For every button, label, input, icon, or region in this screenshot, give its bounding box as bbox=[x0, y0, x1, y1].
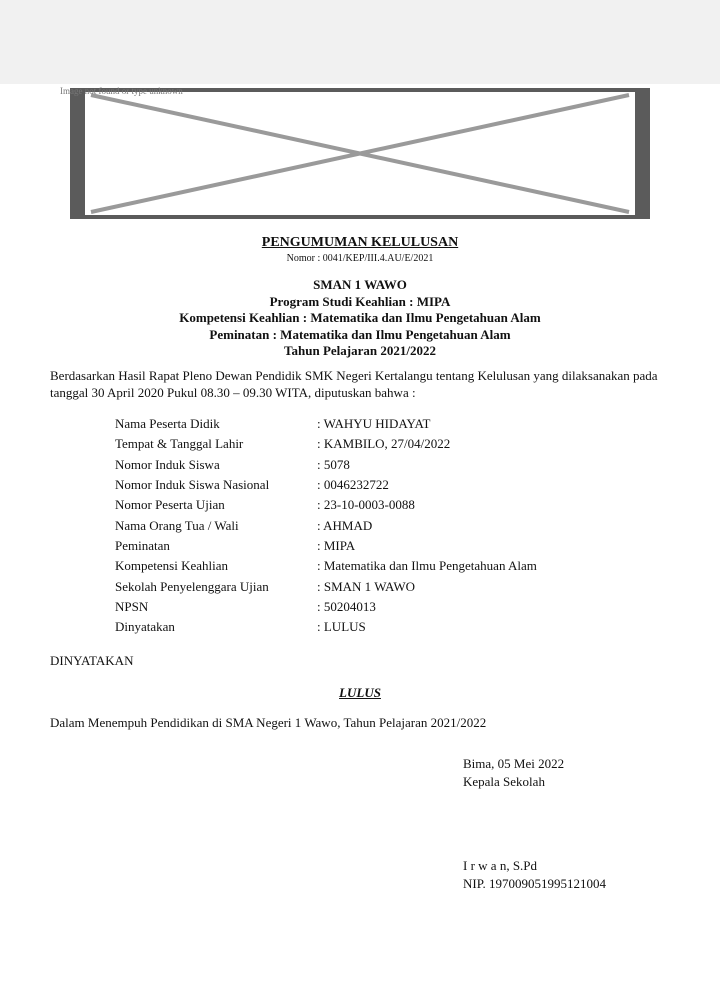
detail-value: : MIPA bbox=[317, 537, 356, 553]
detail-value: : KAMBILO, 27/04/2022 bbox=[317, 436, 451, 452]
detail-value: : SMAN 1 WAWO bbox=[317, 578, 416, 594]
detail-row bbox=[115, 495, 537, 515]
detail-label: Kompetensi Keahlian bbox=[115, 558, 228, 574]
detail-label: Tempat & Tanggal Lahir bbox=[115, 436, 244, 452]
detail-row bbox=[115, 536, 537, 556]
broken-image-cross-icon bbox=[85, 92, 635, 215]
signatory-nip: NIP. 197009051995121004 bbox=[463, 876, 607, 891]
dinyatakan-heading: DINYATAKAN bbox=[50, 653, 134, 668]
peminatan: Peminatan : Matematika dan Ilmu Pengetahuan Alam bbox=[209, 326, 511, 342]
intro-paragraph: Berdasarkan Hasil Rapat Pleno Dewan Pendidik SMK Negeri Kertalangu tentang Kelulusan yang dilaksanakan pada tanggal 30 April 2020 Pukul 08.30 – 09.30 WITA, diputuskan bahwa : bbox=[50, 368, 658, 400]
document-number: Nomor : 0041/KEP/III.4.AU/E/2021 bbox=[286, 253, 434, 264]
school-name: SMAN 1 WAWO bbox=[313, 277, 407, 292]
detail-label: Nomor Peserta Ujian bbox=[115, 497, 225, 513]
detail-label: Sekolah Penyelenggara Ujian bbox=[115, 578, 269, 594]
program-studi: Program Studi Keahlian : MIPA bbox=[269, 293, 451, 309]
signature-header bbox=[463, 755, 564, 791]
detail-value: : 0046232722 bbox=[317, 477, 389, 493]
browser-top-bar bbox=[0, 0, 720, 84]
kompetensi-keahlian: Kompetensi Keahlian : Matematika dan Ilmu Pengetahuan Alam bbox=[179, 310, 541, 325]
detail-row bbox=[115, 597, 537, 617]
detail-label: Nama Peserta Didik bbox=[115, 416, 220, 432]
detail-row bbox=[115, 556, 537, 576]
detail-row bbox=[115, 414, 537, 434]
detail-row bbox=[115, 515, 537, 535]
detail-value: : Matematika dan Ilmu Pengetahuan Alam bbox=[317, 558, 537, 574]
detail-label: Nomor Induk Siswa bbox=[115, 456, 220, 472]
detail-label: NPSN bbox=[115, 598, 149, 614]
broken-image-placeholder bbox=[70, 88, 650, 219]
result-status: LULUS bbox=[339, 685, 381, 700]
signature-position: Kepala Sekolah bbox=[463, 774, 545, 789]
detail-label: Nomor Induk Siswa Nasional bbox=[115, 477, 270, 493]
school-header bbox=[0, 277, 720, 360]
detail-value: : 50204013 bbox=[317, 598, 376, 614]
detail-value: : AHMAD bbox=[317, 517, 373, 533]
detail-row bbox=[115, 617, 537, 637]
signature-place-date: Bima, 05 Mei 2022 bbox=[463, 756, 565, 771]
signature-footer bbox=[463, 857, 606, 893]
detail-row bbox=[115, 455, 537, 475]
closing-statement: Dalam Menempuh Pendidikan di SMA Negeri 1 Wawo, Tahun Pelajaran 2021/2022 bbox=[50, 715, 487, 730]
detail-value: : 23-10-0003-0088 bbox=[317, 497, 415, 513]
detail-row bbox=[115, 475, 537, 495]
detail-label: Peminatan bbox=[115, 537, 170, 553]
student-details-table bbox=[115, 414, 537, 637]
detail-label: Dinyatakan bbox=[115, 619, 175, 635]
detail-row bbox=[115, 576, 537, 596]
broken-image-frame bbox=[85, 92, 635, 215]
signatory-name: I r w a n, S.Pd bbox=[463, 858, 538, 873]
detail-value: : WAHYU HIDAYAT bbox=[317, 416, 431, 432]
detail-label: Nama Orang Tua / Wali bbox=[115, 517, 239, 533]
detail-value: : 5078 bbox=[317, 456, 350, 472]
broken-image-caption: Image not found or type unknown bbox=[60, 86, 183, 96]
tahun-pelajaran: Tahun Pelajaran 2021/2022 bbox=[284, 343, 436, 358]
detail-value: : LULUS bbox=[317, 619, 366, 635]
document-title: PENGUMUMAN KELULUSAN bbox=[261, 235, 459, 250]
detail-row bbox=[115, 434, 537, 454]
